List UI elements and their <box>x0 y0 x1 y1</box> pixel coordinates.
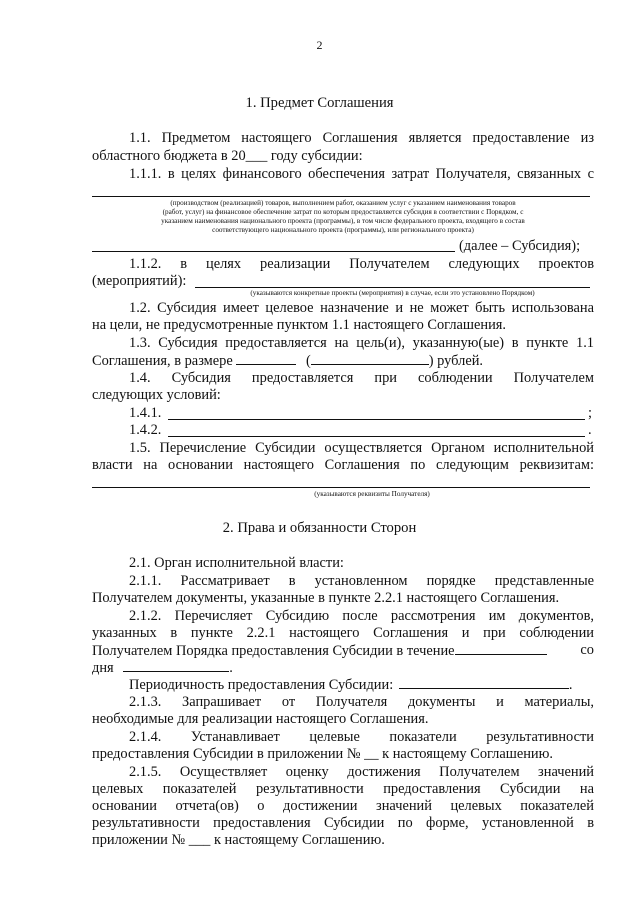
para-1-4-line-2: следующих условий: <box>92 387 221 403</box>
para-2-1-5-line-1: 2.1.5. Осуществляет оценку достижения Получателем значений <box>129 764 594 780</box>
para-1-3-line-1: 1.3. Субсидия предоставляется на цель(и), указанную(ые) в пункте 1.1 <box>129 335 594 351</box>
para-2-1-2-line-3 <box>92 642 594 660</box>
para-2-1-5-line-4: результативности предоставления Субсидии по форме, установленной в <box>92 815 594 831</box>
days-field <box>455 642 547 655</box>
para-1-1-1: 1.1.1. в целях финансового обеспечения затрат Получателя, связанных с <box>129 166 594 182</box>
blank-line-projects <box>195 287 590 288</box>
para-2-1-5-line-5: приложении № ___ к настоящему Соглашению. <box>92 832 385 848</box>
para-2-1-2-line-4 <box>92 659 594 677</box>
periodicity-field <box>399 676 569 689</box>
day-field <box>123 659 229 672</box>
para-1-5-line-1: 1.5. Перечисление Субсидии осуществляется Органом исполнительной <box>129 440 594 456</box>
para-1-4-1: 1.4.1. <box>129 405 162 421</box>
para-1-3-paren-open: ( <box>305 353 311 369</box>
para-1-3-amount-label: Соглашения, в размере <box>92 353 233 369</box>
para-2-1-4-line-2: предоставления Субсидии в приложении № __ к настоящему Соглашению. <box>92 746 553 762</box>
para-1-4-1-end: ; <box>588 405 592 421</box>
blank-line-condition-2 <box>168 436 585 437</box>
note-purpose-4: соответствующего национального проекта (программы), или регионального проекта) <box>212 226 474 234</box>
note-requisites: (указываются реквизиты Получателя) <box>314 490 430 498</box>
para-2-1-4-line-1: 2.1.4. Устанавливает целевые показатели результативности <box>129 729 594 745</box>
para-1-2-line-1: 1.2. Субсидия имеет целевое назначение и не может быть использована <box>129 300 594 316</box>
para-2-1-2-day: дня <box>92 660 114 676</box>
periodicity-line <box>129 676 594 694</box>
blank-line-condition-1 <box>168 419 585 420</box>
para-1-1-2-line-1: 1.1.2. в целях реализации Получателем следующих проектов <box>129 256 594 272</box>
para-2-1-3-line-2: необходимые для реализации настоящего Соглашения. <box>92 711 429 727</box>
para-2-1-1-line-1: 2.1.1. Рассматривает в установленном порядке представленные <box>129 573 594 589</box>
periodicity-end: . <box>568 677 573 693</box>
note-purpose-1: (производством (реализацией) товаров, выполнением работ, оказанием услуг с указанием наименования товаров <box>170 199 516 207</box>
para-2-1-1-line-2: Получателем документы, указанные в пункте 2.2.1 настоящего Соглашения. <box>92 590 560 606</box>
para-1-3-line-2 <box>92 352 594 370</box>
para-2-1-5-line-2: целевых показателей результативности предоставления Субсидии на <box>92 781 594 797</box>
para-1-3-rubles: ) рублей. <box>428 353 484 369</box>
para-1-4-2: 1.4.2. <box>129 422 162 438</box>
dalee-subsidy: (далее – Субсидия); <box>459 238 581 254</box>
section-1-title: 1. Предмет Соглашения <box>245 95 394 111</box>
para-1-1-2-line-2: (мероприятий): <box>92 273 187 289</box>
amount-field <box>236 352 296 365</box>
section-2-title: 2. Права и обязанности Сторон <box>222 520 417 536</box>
para-2-1-2-line-2: указанных в пункте 2.2.1 настоящего Соглашения и при соблюдении <box>92 625 594 641</box>
para-1-1-line-1: 1.1. Предметом настоящего Соглашения является предоставление из <box>129 130 594 146</box>
para-1-2-line-2: на цели, не предусмотренные пунктом 1.1 настоящего Соглашения. <box>92 317 507 333</box>
page-number: 2 <box>316 38 323 52</box>
para-1-4-2-end: . <box>588 422 592 438</box>
amount-words-field <box>311 352 429 365</box>
para-2-1-3-line-1: 2.1.3. Запрашивает от Получателя документы и материалы, <box>129 694 594 710</box>
para-2-1: 2.1. Орган исполнительной власти: <box>129 555 344 571</box>
para-2-1-2-day-end: . <box>229 660 233 676</box>
para-2-1-5-line-3: основании отчета(ов) о достижении значений целевых показателей <box>92 798 594 814</box>
para-2-1-2-line-1: 2.1.2. Перечисляет Субсидию после рассмотрения им документов, <box>129 608 594 624</box>
para-2-1-2-from: со <box>580 642 594 658</box>
blank-line-purpose-cont <box>92 251 455 252</box>
note-purpose-2: (работ, услуг) на финансовое обеспечение затрат по которым предоставляется субсидия в соответствии с Порядком, с <box>162 208 524 216</box>
note-projects: (указываются конкретные проекты (мероприятия) в случае, если это установлено Порядком) <box>250 289 535 297</box>
note-purpose-3: указанием наименования национального проекта (программы), в том числе федерального проекта, входящего в состав <box>161 217 525 225</box>
blank-line-purpose <box>92 196 590 197</box>
para-2-1-2-within: Получателем Порядка предоставления Субсидии в течение <box>92 643 455 659</box>
blank-line-requisites <box>92 487 590 488</box>
para-1-4-line-1: 1.4. Субсидия предоставляется при соблюдении Получателем <box>129 370 594 386</box>
para-1-5-line-2: власти на основании настоящего Соглашения по следующим реквизитам: <box>92 457 594 473</box>
para-1-1-line-2: областного бюджета в 20___ году субсидии: <box>92 148 363 164</box>
periodicity-label: Периодичность предоставления Субсидии: <box>129 677 394 693</box>
